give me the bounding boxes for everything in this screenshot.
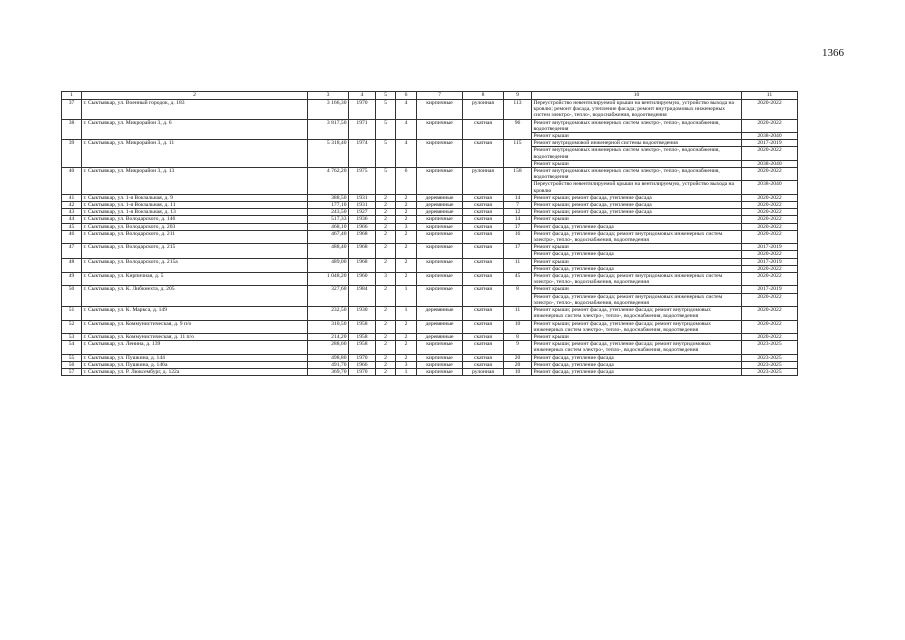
work-period-cell: 2038-2040: [742, 160, 798, 167]
floors-cell: 5: [376, 119, 396, 140]
table-row: [62, 140, 798, 147]
row-number-cell: 46: [62, 230, 82, 243]
row-number-cell: 55: [62, 354, 82, 361]
entrances-cell: 2: [396, 216, 417, 223]
entrances-cell: 2: [396, 333, 417, 340]
address-cell: г. Сыктывкар, ул. Р. Люксембург, д. 122а: [82, 368, 308, 375]
work-period-cell: 2020-2022: [742, 202, 798, 209]
total-area-cell: 517,33: [308, 216, 349, 223]
work-period-cell: 2020-2022: [742, 168, 798, 181]
apartments-cell: 20: [504, 354, 532, 361]
entrances-cell: 2: [396, 202, 417, 209]
apartments-cell: 12: [504, 209, 532, 216]
total-area-cell: 1 048,20: [308, 273, 349, 286]
work-period-cell: 2023-2025: [742, 368, 798, 375]
address-cell: г. Сыктывкар, ул. К. Маркса, д. 149: [82, 307, 308, 320]
header-cell: 3: [308, 92, 349, 100]
roof-type-cell: скатная: [463, 194, 504, 201]
apartments-cell: 16: [504, 230, 532, 243]
row-number-cell: 40: [62, 168, 82, 195]
work-period-cell: 2017-2019: [742, 258, 798, 265]
work-description-cell: Ремонт крыши: [532, 258, 742, 265]
header-cell: 1: [62, 92, 82, 100]
total-area-cell: 468,10: [308, 223, 349, 230]
roof-type-cell: скатная: [463, 244, 504, 258]
build-year-cell: 1970: [349, 368, 376, 375]
floors-cell: 2: [376, 361, 396, 368]
total-area-cell: 3 817,50: [308, 119, 349, 140]
row-number-cell: 56: [62, 361, 82, 368]
work-description-cell: Ремонт внутридомовых инженерных систем электро-, тепло-, водоснабжения, водоотведения: [532, 168, 742, 181]
floors-cell: 2: [376, 307, 396, 320]
floors-cell: 2: [376, 194, 396, 201]
floors-cell: 2: [376, 354, 396, 361]
wall-material-cell: кирпичные: [417, 341, 463, 354]
floors-cell: 2: [376, 320, 396, 333]
floors-cell: 2: [376, 209, 396, 216]
build-year-cell: 1966: [349, 223, 376, 230]
address-cell: г. Сыктывкар, ул. Кирпичная, д. 5: [82, 273, 308, 286]
roof-type-cell: скатная: [463, 140, 504, 168]
table-row: [62, 230, 798, 243]
floors-cell: 3: [376, 273, 396, 286]
total-area-cell: 243,50: [308, 209, 349, 216]
total-area-cell: 3 166,30: [308, 100, 349, 120]
floors-cell: 2: [376, 341, 396, 354]
work-description-cell: Ремонт фасада, утепление фасада: [532, 361, 742, 368]
address-cell: г. Сыктывкар, ул. Володарского, д. 203: [82, 223, 308, 230]
row-number-cell: 42: [62, 202, 82, 209]
floors-cell: 5: [376, 168, 396, 195]
table-row: [62, 341, 798, 354]
header-cell: 4: [349, 92, 376, 100]
header-cell: 6: [396, 92, 417, 100]
floors-cell: 2: [376, 333, 396, 340]
work-description-cell: Ремонт крыши: [532, 160, 742, 167]
work-period-cell: 2023-2025: [742, 354, 798, 361]
work-period-cell: 2020-2022: [742, 194, 798, 201]
work-description-cell: Ремонт внутридомовых инженерных систем электро-, тепло-, водоснабжения, водоотведения: [532, 119, 742, 132]
wall-material-cell: кирпичные: [417, 244, 463, 258]
row-number-cell: 38: [62, 119, 82, 140]
entrances-cell: 6: [396, 168, 417, 195]
floors-cell: 2: [376, 202, 396, 209]
apartments-cell: 10: [504, 320, 532, 333]
work-description-cell: Ремонт крыши: [532, 244, 742, 251]
roof-type-cell: скатная: [463, 230, 504, 243]
header-row: [62, 92, 798, 100]
roof-type-cell: скатная: [463, 333, 504, 340]
wall-material-cell: кирпичные: [417, 223, 463, 230]
table-row: [62, 368, 798, 375]
work-description-cell: Ремонт крыши; ремонт фасада, утепление фасада; ремонт внутридомовых инженерных систем электро-, тепло-, водоснабжения, водоотведения: [532, 320, 742, 333]
work-description-cell: Переустройство невентилируемой крыши на вентилируемую, устройство выхода на кровлю; ремонт фасада, утепление фасада; ремонт внутридомовых инженерных систем электро-, тепло-, водоснабжения, водоотведения: [532, 100, 742, 120]
work-period-cell: 2017-2019: [742, 286, 798, 293]
table-row: [62, 273, 798, 286]
header-cell: 8: [463, 92, 504, 100]
wall-material-cell: кирпичные: [417, 258, 463, 272]
total-area-cell: 310,50: [308, 320, 349, 333]
work-description-cell: Ремонт крыши: [532, 133, 742, 140]
wall-material-cell: кирпичные: [417, 361, 463, 368]
work-description-cell: Ремонт фасада, утепление фасада: [532, 223, 742, 230]
table-row: [62, 209, 798, 216]
build-year-cell: 1971: [349, 119, 376, 140]
row-number-cell: 39: [62, 140, 82, 168]
roof-type-cell: рулонная: [463, 368, 504, 375]
address-cell: г. Сыктывкар, ул. К. Либкнехта, д. 205: [82, 286, 308, 307]
row-number-cell: 48: [62, 258, 82, 272]
wall-material-cell: кирпичные: [417, 100, 463, 120]
entrances-cell: 2: [396, 209, 417, 216]
table-row: [62, 194, 798, 201]
work-period-cell: 2020-2022: [742, 119, 798, 132]
build-year-cell: 1931: [349, 194, 376, 201]
header-cell: 11: [742, 92, 798, 100]
entrances-cell: 3: [396, 223, 417, 230]
entrances-cell: 2: [396, 354, 417, 361]
work-period-cell: 2020-2022: [742, 251, 798, 258]
entrances-cell: 1: [396, 307, 417, 320]
apartments-cell: 8: [504, 333, 532, 340]
work-period-cell: 2020-2022: [742, 273, 798, 286]
address-cell: г. Сыктывкар, ул. Микрорайон 3, д. 13: [82, 168, 308, 195]
row-number-cell: 49: [62, 273, 82, 286]
work-description-cell: Ремонт фасада, утепление фасада; ремонт внутридомовых инженерных систем электро-, тепло-, водоснабжения, водоотведения: [532, 293, 742, 306]
work-period-cell: 2023-2025: [742, 341, 798, 354]
total-area-cell: 369,70: [308, 368, 349, 375]
work-description-cell: Ремонт внутридомовой инженерной системы водоотведения: [532, 140, 742, 147]
build-year-cell: 1936: [349, 216, 376, 223]
address-cell: г. Сыктывкар, ул. Володарского, д. 215а: [82, 258, 308, 272]
address-cell: г. Сыктывкар, ул. Коммунистическая, д. 9 п/о: [82, 320, 308, 333]
build-year-cell: 1960: [349, 273, 376, 286]
table-row: [62, 307, 798, 320]
entrances-cell: 1: [396, 286, 417, 307]
total-area-cell: 5 318,40: [308, 140, 349, 168]
total-area-cell: 488,40: [308, 244, 349, 258]
work-period-cell: 2020-2022: [742, 293, 798, 306]
wall-material-cell: кирпичные: [417, 140, 463, 168]
floors-cell: 2: [376, 258, 396, 272]
row-number-cell: 51: [62, 307, 82, 320]
address-cell: г. Сыктывкар, ул. Пушкина, д. 146а: [82, 361, 308, 368]
work-description-cell: Ремонт фасада, утепление фасада; ремонт внутридомовых инженерных систем электро-, тепло-, водоснабжения, водоотведения: [532, 230, 742, 243]
row-number-cell: 43: [62, 209, 82, 216]
roof-type-cell: скатная: [463, 361, 504, 368]
work-description-cell: Ремонт фасада, утепление фасада: [532, 368, 742, 375]
header-cell: 2: [82, 92, 308, 100]
total-area-cell: 288,60: [308, 341, 349, 354]
row-number-cell: 41: [62, 194, 82, 201]
work-period-cell: 2017-2019: [742, 140, 798, 147]
header-cell: 9: [504, 92, 532, 100]
work-description-cell: Ремонт крыши: [532, 333, 742, 340]
build-year-cell: 1975: [349, 168, 376, 195]
roof-type-cell: скатная: [463, 216, 504, 223]
work-description-cell: Ремонт крыши; ремонт фасада, утепление фасада; ремонт внутридомовых инженерных систем электро-, тепло-, водоснабжения, водоотведения: [532, 341, 742, 354]
build-year-cell: 1968: [349, 230, 376, 243]
roof-type-cell: скатная: [463, 273, 504, 286]
table-body: [62, 92, 798, 376]
build-year-cell: 1984: [349, 286, 376, 307]
work-period-cell: 2020-2022: [742, 216, 798, 223]
apartments-cell: 14: [504, 216, 532, 223]
table-row: [62, 258, 798, 265]
roof-type-cell: скатная: [463, 307, 504, 320]
work-period-cell: 2017-2019: [742, 244, 798, 251]
floors-cell: 2: [376, 216, 396, 223]
table-row: [62, 354, 798, 361]
table-row: [62, 223, 798, 230]
entrances-cell: 2: [396, 244, 417, 258]
address-cell: г. Сыктывкар, ул. 1-я Вокзальная, д. 13: [82, 209, 308, 216]
table-row: [62, 244, 798, 251]
total-area-cell: 232,50: [308, 307, 349, 320]
roof-type-cell: скатная: [463, 320, 504, 333]
work-description-cell: Ремонт фасада, утепление фасада: [532, 265, 742, 272]
work-description-cell: Переустройство невентилируемой крыши на вентилируемую, устройство выхода на кровлю: [532, 181, 742, 194]
work-description-cell: Ремонт крыши; ремонт фасада, утепление фасада: [532, 202, 742, 209]
floors-cell: 2: [376, 223, 396, 230]
floors-cell: 5: [376, 140, 396, 168]
table-row: [62, 320, 798, 333]
page-number: 1366: [822, 47, 844, 59]
address-cell: г. Сыктывкар, ул. Микрорайон 3, д. 6: [82, 119, 308, 140]
wall-material-cell: деревянные: [417, 202, 463, 209]
apartments-cell: 10: [504, 368, 532, 375]
header-cell: 7: [417, 92, 463, 100]
entrances-cell: 2: [396, 320, 417, 333]
table-row: [62, 100, 798, 120]
work-period-cell: 2020-2022: [742, 320, 798, 333]
address-cell: г. Сыктывкар, ул. Володарского, д. 146: [82, 216, 308, 223]
apartments-cell: 115: [504, 140, 532, 168]
address-cell: г. Сыктывкар, ул. 1-я Вокзальная, д. 11: [82, 202, 308, 209]
roof-type-cell: скатная: [463, 286, 504, 307]
address-cell: г. Сыктывкар, ул. Военный городок, д. 183: [82, 100, 308, 120]
work-period-cell: 2020-2022: [742, 209, 798, 216]
build-year-cell: 1974: [349, 140, 376, 168]
work-description-cell: Ремонт крыши; ремонт фасада, утепление фасада: [532, 194, 742, 201]
total-area-cell: 491,70: [308, 361, 349, 368]
row-number-cell: 52: [62, 320, 82, 333]
build-year-cell: 1968: [349, 244, 376, 258]
row-number-cell: 50: [62, 286, 82, 307]
entrances-cell: 3: [396, 361, 417, 368]
row-number-cell: 45: [62, 223, 82, 230]
table-row: [62, 361, 798, 368]
work-description-cell: Ремонт крыши; ремонт фасада, утепление фасада: [532, 209, 742, 216]
entrances-cell: 2: [396, 230, 417, 243]
entrances-cell: 4: [396, 140, 417, 168]
roof-type-cell: скатная: [463, 354, 504, 361]
work-period-cell: 2020-2022: [742, 147, 798, 160]
apartments-cell: 113: [504, 100, 532, 120]
floors-cell: 2: [376, 244, 396, 258]
total-area-cell: 177,10: [308, 202, 349, 209]
total-area-cell: 498,80: [308, 354, 349, 361]
address-cell: г. Сыктывкар, ул. Володарского, д. 211: [82, 230, 308, 243]
roof-type-cell: скатная: [463, 119, 504, 140]
apartments-cell: 158: [504, 168, 532, 195]
row-number-cell: 44: [62, 216, 82, 223]
build-year-cell: 1958: [349, 333, 376, 340]
work-period-cell: 2020-2022: [742, 230, 798, 243]
build-year-cell: 1970: [349, 354, 376, 361]
entrances-cell: 2: [396, 273, 417, 286]
table-row: [62, 286, 798, 293]
entrances-cell: 1: [396, 368, 417, 375]
wall-material-cell: кирпичные: [417, 286, 463, 307]
table-row: [62, 168, 798, 181]
row-number-cell: 37: [62, 100, 82, 120]
wall-material-cell: кирпичные: [417, 119, 463, 140]
roof-type-cell: скатная: [463, 209, 504, 216]
address-cell: г. Сыктывкар, ул. 1-я Вокзальная, д. 9: [82, 194, 308, 201]
apartments-cell: 9: [504, 341, 532, 354]
wall-material-cell: кирпичные: [417, 168, 463, 195]
build-year-cell: 1966: [349, 361, 376, 368]
apartments-cell: 11: [504, 258, 532, 272]
build-year-cell: 1970: [349, 100, 376, 120]
address-cell: г. Сыктывкар, ул. Микрорайон 3, д. 11: [82, 140, 308, 168]
work-period-cell: 2020-2022: [742, 100, 798, 120]
build-year-cell: 1958: [349, 341, 376, 354]
roof-type-cell: скатная: [463, 341, 504, 354]
floors-cell: 2: [376, 230, 396, 243]
wall-material-cell: кирпичные: [417, 354, 463, 361]
address-cell: г. Сыктывкар, ул. Пушкина, д. 144: [82, 354, 308, 361]
apartments-cell: 17: [504, 223, 532, 230]
entrances-cell: 4: [396, 100, 417, 120]
row-number-cell: 54: [62, 341, 82, 354]
roof-type-cell: рулонная: [463, 168, 504, 195]
total-area-cell: 489,00: [308, 258, 349, 272]
header-cell: 10: [532, 92, 742, 100]
roof-type-cell: скатная: [463, 223, 504, 230]
build-year-cell: 1931: [349, 202, 376, 209]
address-cell: г. Сыктывкар, ул. Володарского, д. 215: [82, 244, 308, 258]
work-description-cell: Ремонт фасада, утепление фасада; ремонт внутридомовых инженерных систем электро-, тепло-, водоснабжения, водоотведения: [532, 273, 742, 286]
floors-cell: 2: [376, 368, 396, 375]
total-area-cell: 327,60: [308, 286, 349, 307]
wall-material-cell: кирпичные: [417, 216, 463, 223]
table-row: [62, 202, 798, 209]
wall-material-cell: деревянные: [417, 307, 463, 320]
entrances-cell: 2: [396, 258, 417, 272]
total-area-cell: 214,20: [308, 333, 349, 340]
work-description-cell: Ремонт крыши: [532, 216, 742, 223]
wall-material-cell: кирпичные: [417, 230, 463, 243]
work-description-cell: Ремонт внутридомовых инженерных систем электро-, тепло-, водоснабжения, водоотведения: [532, 147, 742, 160]
work-period-cell: 2020-2022: [742, 333, 798, 340]
header-cell: 5: [376, 92, 396, 100]
work-description-cell: Ремонт крыши: [532, 286, 742, 293]
work-period-cell: 2020-2022: [742, 265, 798, 272]
build-year-cell: 1958: [349, 320, 376, 333]
total-area-cell: 388,50: [308, 194, 349, 201]
floors-cell: 2: [376, 286, 396, 307]
work-description-cell: Ремонт фасада, утепление фасада: [532, 354, 742, 361]
table-row: [62, 119, 798, 132]
work-period-cell: 2038-2040: [742, 133, 798, 140]
work-description-cell: Ремонт крыши; ремонт фасада, утепление фасада; ремонт внутридомовых инженерных систем электро-, тепло-, водоснабжения, водоотведения: [532, 307, 742, 320]
entrances-cell: 2: [396, 194, 417, 201]
total-area-cell: 4 762,20: [308, 168, 349, 195]
wall-material-cell: деревянные: [417, 194, 463, 201]
housing-repair-table: [61, 91, 798, 376]
apartments-cell: 7: [504, 202, 532, 209]
build-year-cell: 1968: [349, 258, 376, 272]
wall-material-cell: деревянные: [417, 320, 463, 333]
address-cell: г. Сыктывкар, ул. Ленина, д. 139: [82, 341, 308, 354]
row-number-cell: 47: [62, 244, 82, 258]
build-year-cell: 1930: [349, 307, 376, 320]
apartments-cell: 20: [504, 361, 532, 368]
work-period-cell: 2038-2040: [742, 181, 798, 194]
table-row: [62, 216, 798, 223]
roof-type-cell: скатная: [463, 202, 504, 209]
row-number-cell: 57: [62, 368, 82, 375]
roof-type-cell: рулонная: [463, 100, 504, 120]
apartments-cell: 96: [504, 119, 532, 140]
work-period-cell: 2023-2025: [742, 361, 798, 368]
apartments-cell: 11: [504, 307, 532, 320]
apartments-cell: 45: [504, 273, 532, 286]
total-area-cell: 467,40: [308, 230, 349, 243]
apartments-cell: 14: [504, 194, 532, 201]
address-cell: г. Сыктывкар, ул. Коммунистическая, д. 11 п/о: [82, 333, 308, 340]
work-period-cell: 2020-2022: [742, 223, 798, 230]
table-row: [62, 333, 798, 340]
work-description-cell: Ремонт фасада, утепление фасада: [532, 251, 742, 258]
floors-cell: 5: [376, 100, 396, 120]
wall-material-cell: кирпичные: [417, 368, 463, 375]
apartments-cell: 17: [504, 244, 532, 258]
entrances-cell: 2: [396, 341, 417, 354]
row-number-cell: 53: [62, 333, 82, 340]
entrances-cell: 4: [396, 119, 417, 140]
roof-type-cell: скатная: [463, 258, 504, 272]
apartments-cell: 8: [504, 286, 532, 307]
build-year-cell: 1927: [349, 209, 376, 216]
work-period-cell: 2020-2022: [742, 307, 798, 320]
wall-material-cell: деревянные: [417, 333, 463, 340]
wall-material-cell: кирпичные: [417, 273, 463, 286]
wall-material-cell: деревянные: [417, 209, 463, 216]
